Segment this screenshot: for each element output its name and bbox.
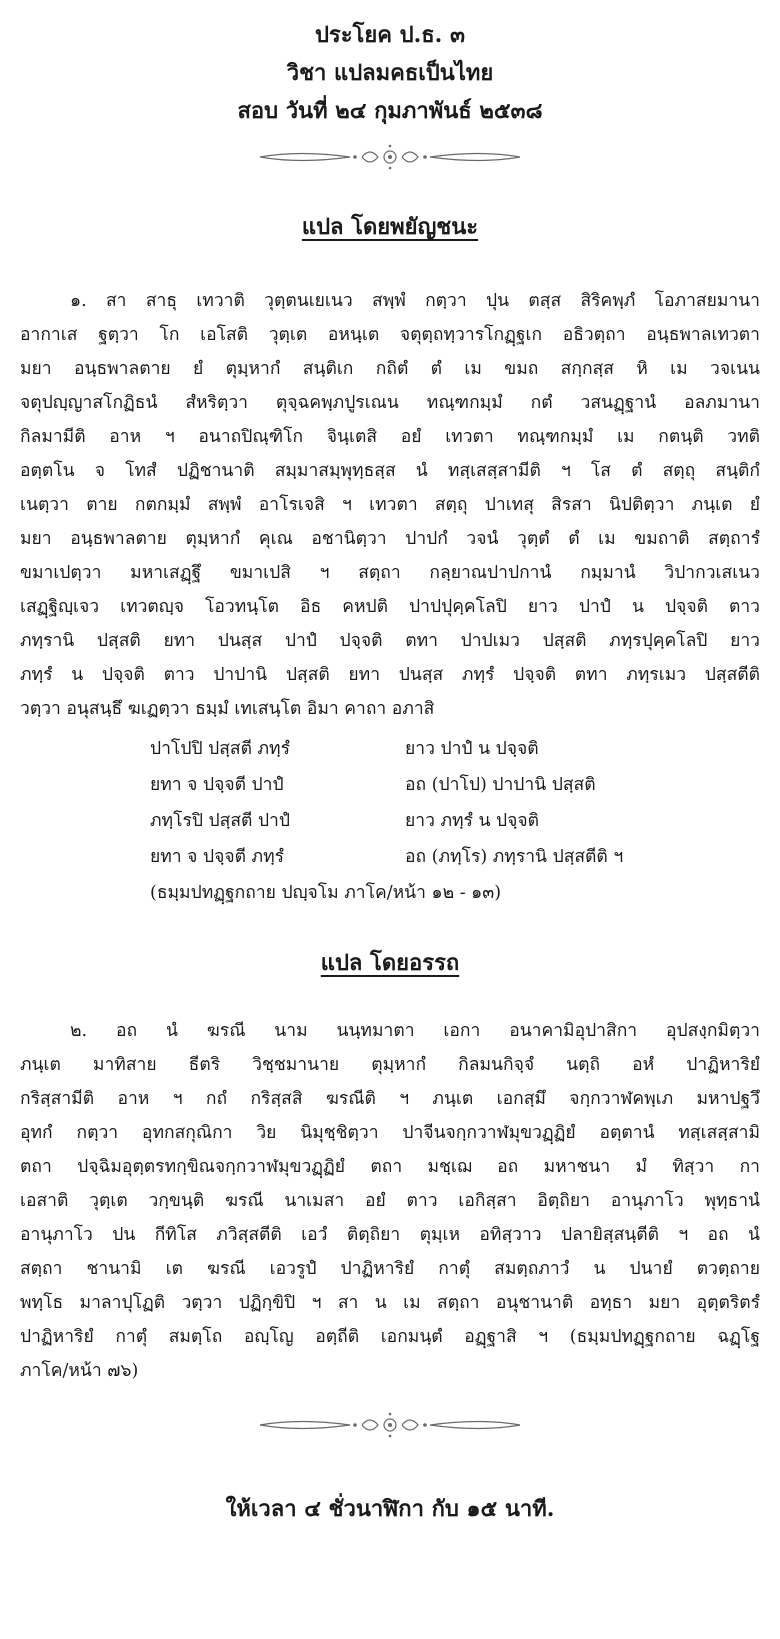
passage-line: ตถา ปจฺฉิมอุตฺตรทกฺขิณจกฺกวาฬมุขวฏฺฏิยํ ตถา มชฺเฌ อถ มหาชนา มํ ทิสฺวา กา — [20, 1157, 760, 1177]
passage-line: มยา อนฺธพาลตาย ยํ ตุมฺหากํ สนฺติเก กถิตํ ตํ เม ขมถ สกฺกสฺส หิ เม วจเนน — [20, 359, 760, 379]
verse-line-b: ยาว ภทฺรํ น ปจฺจติ — [405, 811, 540, 831]
verse-line-b: ยาว ปาปํ น ปจฺจติ — [405, 739, 539, 759]
exam-date-title: สอบ วันที่ ๒๔ กุมภาพันธ์ ๒๕๓๘ — [237, 98, 543, 124]
passage-line: อุทกํ กตฺวา อุทกสกุณิกา วิย นิมุชฺชิตฺวา ปาจีนจกฺกวาฬมุขวฏฺฏิยํ อตฺตานํ ทสฺเสสฺสามิ — [20, 1123, 760, 1143]
passage-line: เอสาติ วุตฺเต วกฺขนฺติ ฆรณี นาเมสา อยํ ตาว เอกิสฺสา อิตฺถิยา อานุภาโว พุทฺธานํ — [20, 1191, 760, 1211]
exam-subject-title: วิชา แปลมคธเป็นไทย — [286, 60, 494, 86]
passage-line: ภาโค/หน้า ๗๖) — [20, 1361, 139, 1381]
passage-line: ๑. สา สาธุ เทวาติ วุตฺตนเยเนว สพฺพํ กตฺวา ปุน ตสฺส สิริคพฺภํ โอภาสยมานา — [70, 291, 760, 311]
passage-line: ขมาเปตฺวา มหาเสฏฺฐึ ขมาเปสิ ฯ สตฺถา กลฺยาณปาปกานํ กมฺมานํ วิปากวเสเนว — [20, 563, 760, 583]
passage-line: เนตฺวา ตาย กตกมฺมํ สพฺพํ อาโรเจสิ ฯ เทวตา สตฺถุ ปาเทสุ สิรสา นิปติตฺวา ภนฺเต ยํ — [20, 495, 760, 515]
verse-line-a: ยทา จ ปจฺจตี ปาปํ — [150, 775, 284, 795]
passage-line: อตฺตโน จ โทสํ ปฏิชานาติ สมฺมาสมฺพุทฺธสฺส นํ ทสฺเสสฺสามีติ ฯ โส ตํ สตฺถุ สนฺติกํ — [20, 461, 760, 481]
passage-line: มยา อนฺธพาลตาย ตุมฺหากํ คุเณ อชานิตฺวา ปาปกํ วจนํ วุตฺตํ ตํ เม ขมถาติ สตฺถารํ — [20, 529, 760, 549]
section-title-literal: แปล โดยพยัญชนะ — [301, 214, 479, 240]
exam-level-title: ประโยค ป.ธ. ๓ — [314, 22, 466, 48]
passage-line: กริสฺสามีติ อาห ฯ กถํ กริสฺสสิ ฆรณีติ ฯ ภนฺเต เอกสฺมึ จกฺกวาฬคพฺเภ มหาปฐวึ — [20, 1089, 760, 1109]
passage-line: ปาฏิหาริยํ กาตุํ สมตฺโถ อญฺโญ อตฺถีติ เอกมนฺตํ อฏฺฐาสิ ฯ (ธมฺมปทฏฺฐกถาย ฉฏฺโฐ — [20, 1327, 760, 1347]
passage-line: พทฺโธ มาลาปุโฏติ วตฺวา ปฏิกฺขิปิ ฯ สา น เม สตฺถา อนุชานาติ อทฺธา มยา อุตฺตริตรํ — [20, 1293, 760, 1313]
verse-line-a: ปาโปปิ ปสฺสตี ภทฺรํ — [150, 739, 290, 759]
ornament-divider-bottom — [250, 1410, 530, 1440]
passage-line: ภนฺเต มาทิสาย ธีตริ วิชฺชมานาย ตุมฺหากํ กิลมนกิจฺจํ นตฺถิ อหํ ปาฏิหาริยํ — [20, 1055, 760, 1075]
passage-line: ๒. อถ นํ ฆรณี นาม นนฺทมาตา เอกา อนาคามิอุปาสิกา อุปสงฺกมิตฺวา — [70, 1021, 760, 1041]
verse-line-b: อถ (ภทฺโร) ภทฺรานิ ปสฺสตีติ ฯ — [405, 847, 624, 867]
passage-line: กิลมามีติ อาห ฯ อนาถปิณฺฑิโก จินฺเตสิ อยํ เทวตา ทณฺฑกมฺมํ เม กตนฺติ วทติ — [20, 427, 760, 447]
passage-line: อานุภาโว ปน กีทิโส ภวิสฺสตีติ เอวํ ติตฺถิยา ตุมฺเห อทิสฺวาว ปลายิสฺสนฺตีติ ฯ อถ นํ — [20, 1225, 760, 1245]
verse-line-a: ภทฺโรปิ ปสฺสตี ปาปํ — [150, 811, 290, 831]
time-allowance: ให้เวลา ๔ ชั่วนาฬิกา กับ ๑๕ นาที. — [225, 1496, 555, 1522]
passage-line: ภทฺรานิ ปสฺสติ ยทา ปนสฺส ปาปํ ปจฺจติ ตทา ปาปเมว ปสฺสติ ภทฺรปุคฺคโลปิ ยาว — [20, 631, 760, 651]
source-reference: (ธมฺมปทฏฺฐกถาย ปญฺจโม ภาโค/หน้า ๑๒ - ๑๓) — [150, 883, 502, 903]
passage-line: อากาเส ฐตฺวา โก เอโสติ วุตฺเต อหนฺเต จตุตฺถทฺวารโกฏฺฐเก อธิวตฺถา อนฺธพาลเทวตา — [20, 325, 760, 345]
passage-line: สตฺถา ชานามิ เต ฆรณี เอวรูปํ ปาฏิหาริยํ กาตุํ สมตฺถภาวํ น ปนายํ ตวตฺถาย — [20, 1259, 760, 1279]
passage-line: วตฺวา อนุสนฺธึ ฆเฏตฺวา ธมฺมํ เทเสนฺโต อิมา คาถา อภาสิ — [20, 699, 435, 719]
verse-line-b: อถ (ปาโป) ปาปานิ ปสฺสติ — [405, 775, 596, 795]
verse-line-a: ยทา จ ปจฺจตี ภทฺรํ — [150, 847, 285, 867]
passage-line: จตุปญฺญาสโกฏิธนํ สํหริตฺวา ตุจฺฉคพฺภปูรเณน ทณฺฑกมฺมํ กตํ วสนฏฺฐานํ อลภมานา — [20, 393, 760, 413]
passage-line: เสฏฺฐิญฺเจว เทวตญฺจ โอวทนฺโต อิธ คหปติ ปาปปุคฺคโลปิ ยาว ปาปํ น ปจฺจติ ตาว — [20, 597, 760, 617]
section-title-meaning: แปล โดยอรรถ — [320, 950, 460, 976]
ornament-divider-top — [250, 142, 530, 172]
passage-line: ภทฺรํ น ปจฺจติ ตาว ปาปานิ ปสฺสติ ยทา ปนสฺส ภทฺรํ ปจฺจติ ตทา ภทฺรเมว ปสฺสตีติ — [20, 665, 760, 685]
